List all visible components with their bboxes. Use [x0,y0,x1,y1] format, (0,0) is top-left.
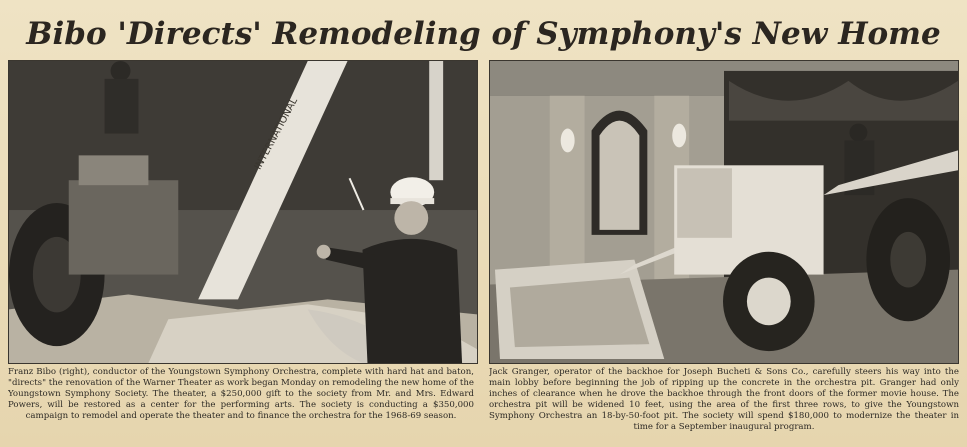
backhoe-arm-lettering: INTERNATIONAL [252,96,301,172]
photo-conductor-backhoe [8,60,478,364]
photo-backhoe-lobby [489,60,959,364]
photo-conductor-backhoe-image [9,61,477,363]
caption-right: Jack Granger, operator of the backhoe for Joseph Bucheti & Sons Co., carefully steers his way into the main lobby before beginning the job of ripping up the concrete in the orchestra pit. Granger had only inches of clearance when he drove the backhoe through the front doors of the former movie house. The orchestra pit will be widened 10 feet, using the area of the first three rows, to give the Youngstown Symphony Orchestra an 18-by-50-foot pit. The society will spend $180,000 to modernize the theater in time for a September inaugural program. [489,367,959,432]
headline: Bibo 'Directs' Remodeling of Symphony's New Home [26,16,941,52]
photo-backhoe-lobby-image [490,61,958,363]
caption-left: Franz Bibo (right), conductor of the Youngstown Symphony Orchestra, complete with hard hat and baton, "directs" the renovation of the Warner Theater as work began Monday on remodeling the new home of the Youngstown Symphony Society. The theater, a $250,000 gift to the society from Mr. and Mrs. Edward Powers, will be restored as a center for the performing arts. The society is conducting a $350,000 campaign to remodel and operate the theater and to finance the orchestra for the 1968-69 season. [8,367,474,421]
